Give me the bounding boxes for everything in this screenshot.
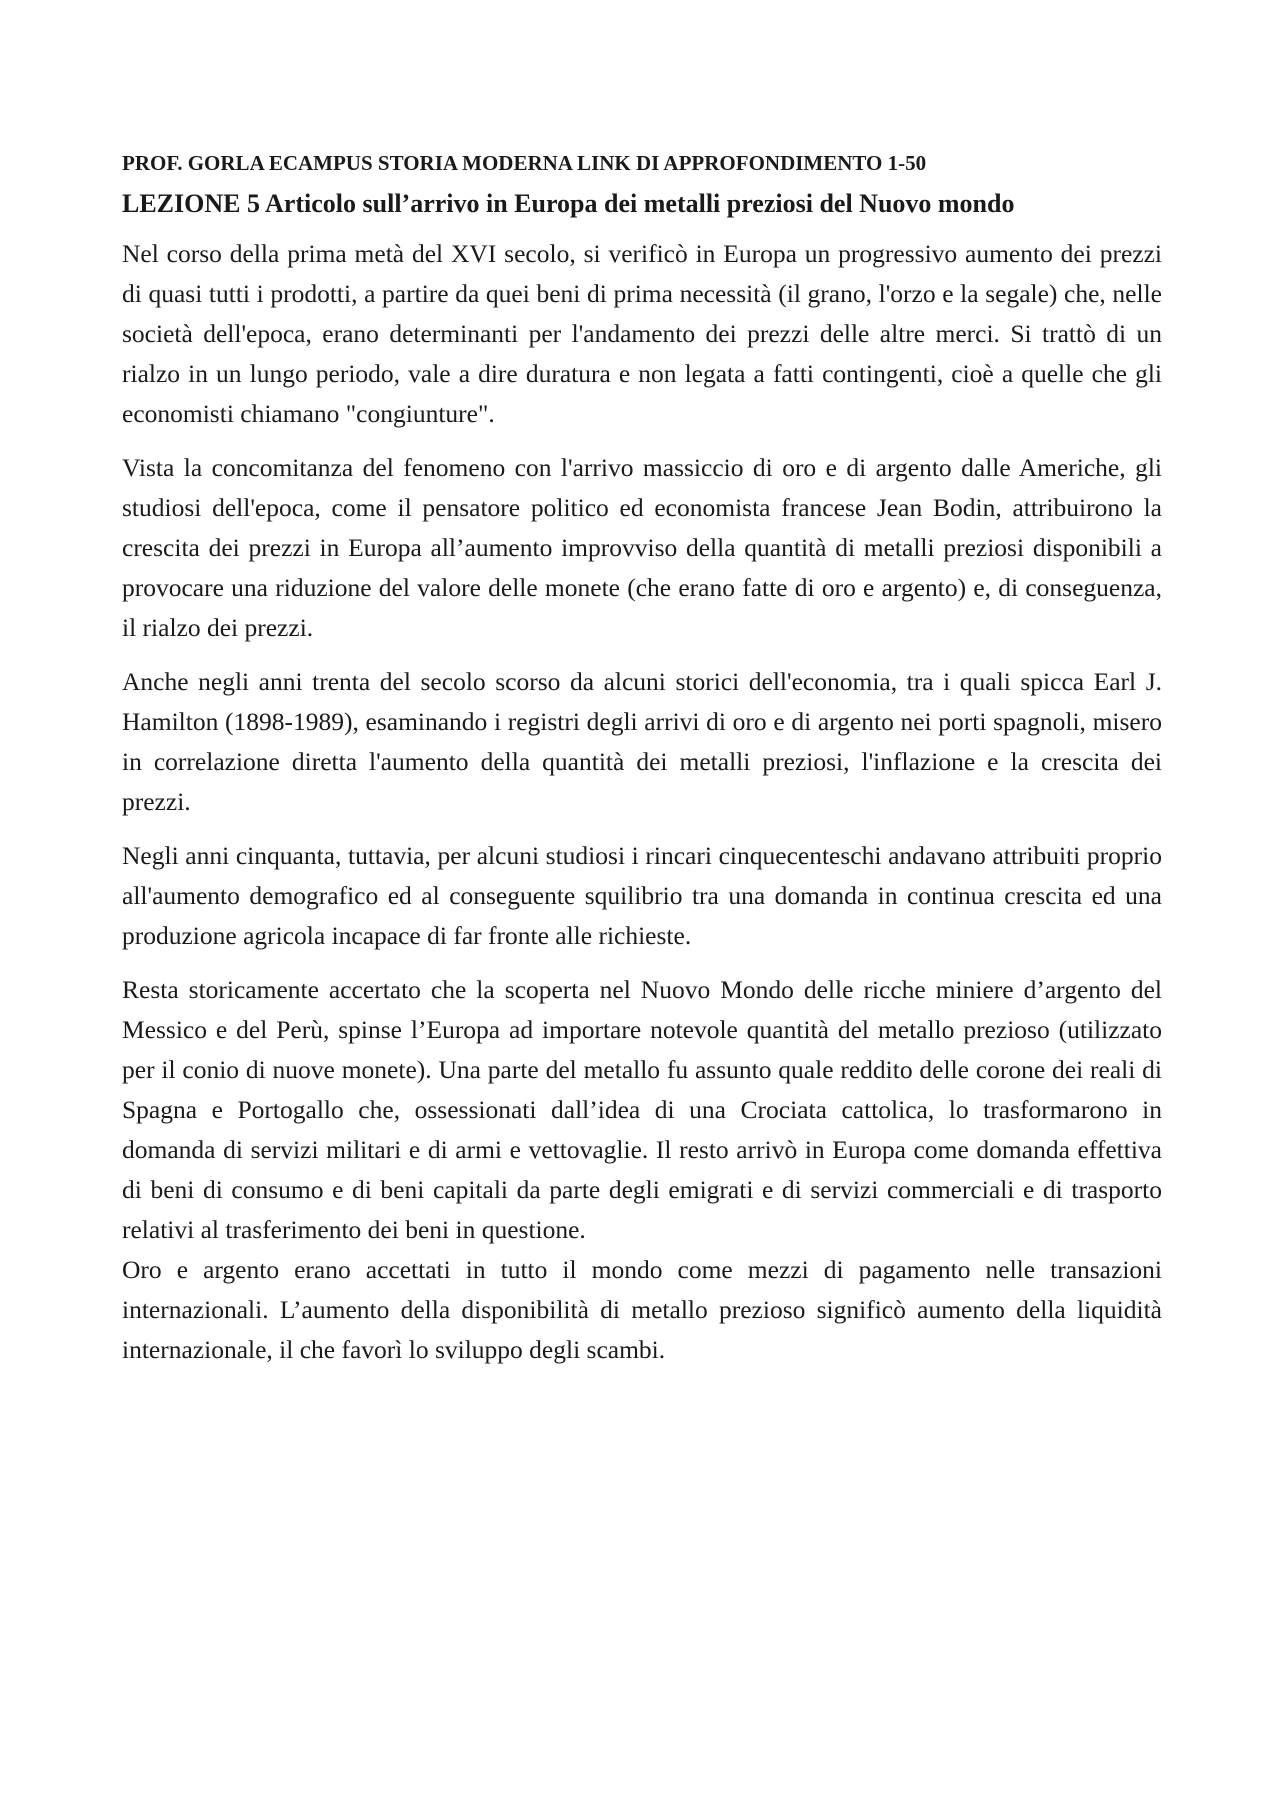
- paragraph-3: Anche negli anni trenta del secolo scorso da alcuni storici dell'economia, tra i quali spicca Earl J. Hamilton (1898-1989), esaminando i registri degli arrivi di oro e di argento nei porti spagnoli, misero in correlazione diretta l'aumento della quantità dei metalli preziosi, l'inflazione e la crescita dei prezzi.: [122, 667, 1162, 816]
- paragraph-2: Vista la concomitanza del fenomeno con l'arrivo massiccio di oro e di argento dalle Americhe, gli studiosi dell'epoca, come il pensatore politico ed economista francese Jean Bodin, attribuirono la crescita dei prezzi in Europa all’aumento improvviso della quantità di metalli preziosi disponibili a provocare una riduzione del valore delle monete (che erano fatte di oro e argento) e, di conseguenza, il rialzo dei prezzi.: [122, 453, 1162, 642]
- lesson-title: LEZIONE 5 Articolo sull’arrivo in Europa dei metalli preziosi del Nuovo mondo: [122, 189, 1015, 218]
- document-page: [122, 150, 1162, 1384]
- paragraph-5: Resta storicamente accertato che la scoperta nel Nuovo Mondo delle ricche miniere d’argento del Messico e del Perù, spinse l’Europa ad importare notevole quantità del metallo prezioso (utilizzato per il conio di nuove monete). Una parte del metallo fu assunto quale reddito delle corone dei reali di Spagna e Portogallo che, ossessionati dall’idea di una Crociata cattolica, lo trasformarono in domanda di servizi militari e di armi e vettovaglie. Il resto arrivò in Europa come domanda effettiva di beni di consumo e di beni capitali da parte degli emigrati e di servizi commerciali e di trasporto relativi al trasferimento dei beni in questione.: [122, 975, 1162, 1244]
- paragraph-6: Oro e argento erano accettati in tutto il mondo come mezzi di pagamento nelle transazioni internazionali. L’aumento della disponibilità di metallo prezioso significò aumento della liquidità internazionale, il che favorì lo sviluppo degli scambi.: [122, 1255, 1162, 1364]
- paragraph-1: Nel corso della prima metà del XVI secolo, si verificò in Europa un progressivo aumento dei prezzi di quasi tutti i prodotti, a partire da quei beni di prima necessità (il grano, l'orzo e la segale) che, nelle società dell'epoca, erano determinanti per l'andamento dei prezzi delle altre merci. Si trattò di un rialzo in un lungo periodo, vale a dire duratura e non legata a fatti contingenti, cioè a quelle che gli economisti chiamano "congiunture".: [122, 239, 1162, 428]
- paragraph-4: Negli anni cinquanta, tuttavia, per alcuni studiosi i rincari cinquecenteschi andavano attribuiti proprio all'aumento demografico ed al conseguente squilibrio tra una domanda in continua crescita ed una produzione agricola incapace di far fronte alle richieste.: [122, 841, 1162, 950]
- document-header: PROF. GORLA ECAMPUS STORIA MODERNA LINK DI APPROFONDIMENTO 1-50: [122, 151, 927, 175]
